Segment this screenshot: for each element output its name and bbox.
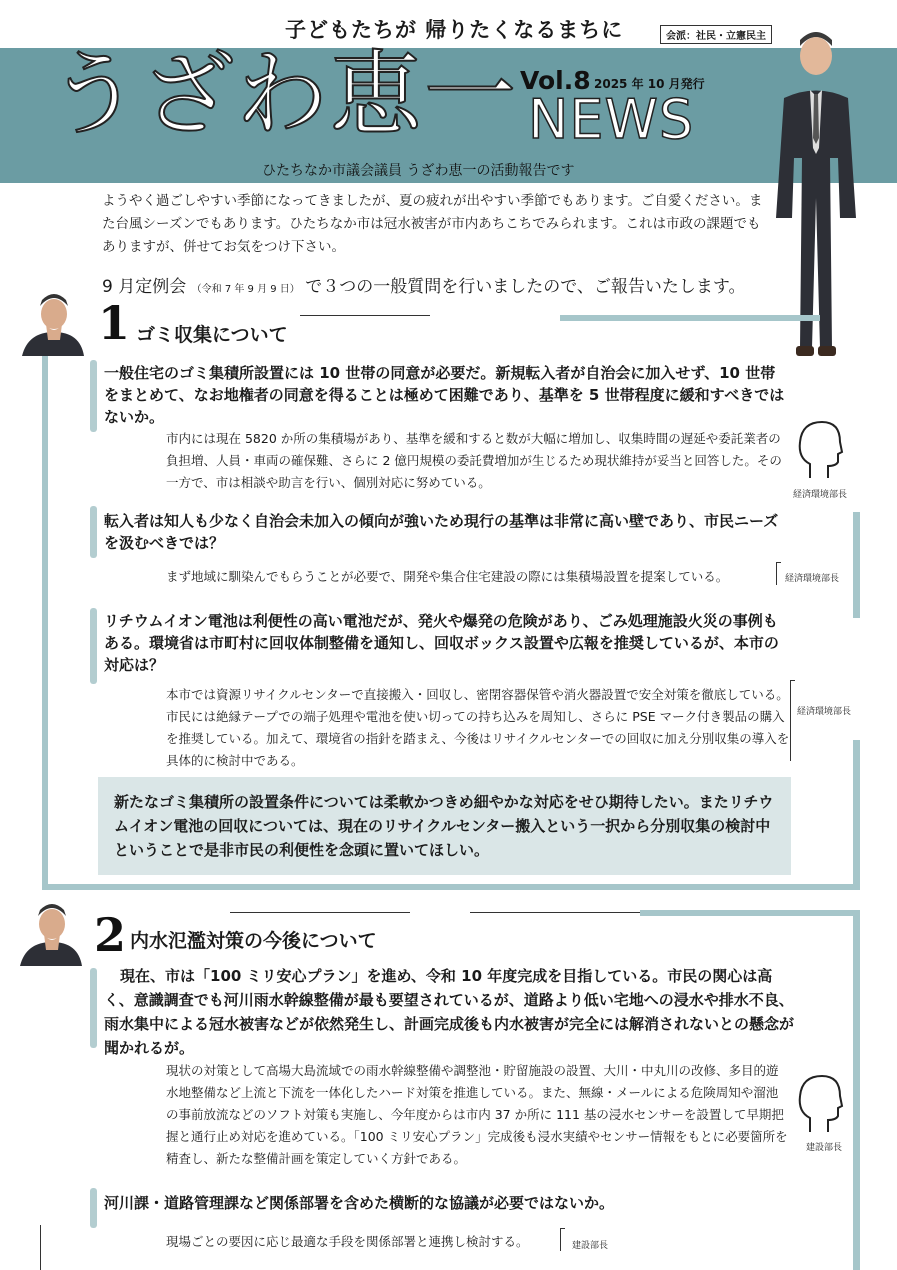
masthead-subtitle: ひたちなか市議会議員 うざわ恵一の活動報告です bbox=[262, 163, 575, 179]
section1-frame-bottom bbox=[42, 884, 860, 890]
intro-paragraph: ようやく過ごしやすい季節になってきましたが、夏の疲れが出やすい季節でもあります。ご自愛ください。また台風シーズンでもあります。ひたちなか市は冠水被害が市内あちこちでみられます。これは市政の課題でもありますが、併せてお気をつけ下さい。 bbox=[102, 193, 763, 255]
section2-answer-2: 現場ごとの要因に応じ最適な手段を関係部署と連携し検討する。 bbox=[166, 1234, 529, 1249]
lead-after: で３つの一般質問を行いましたので、ご報告いたします。 bbox=[305, 277, 746, 297]
councillor-photo bbox=[770, 28, 862, 378]
issue-date: 2025 年 10 月発行 bbox=[594, 77, 705, 91]
lead-sentence bbox=[102, 272, 746, 297]
answer-bracket bbox=[560, 1228, 565, 1251]
section2-number: 2 bbox=[94, 908, 127, 962]
answerer-role: 経済環境部長 bbox=[793, 490, 848, 500]
section2-title: 内水氾濫対策の今後について bbox=[130, 930, 377, 952]
section2-question-1: 現在、市は「100 ミリ安心プラン」を進め、令和 10 年度完成を目指している。市民の関心は高く、意識調査でも河川雨水幹線整備が最も要望されているが、道路より低い宅地への浸水や排水不良、雨水集中による冠水被害などが依然発生し、計画完成後も内水被害が完全には解消されないとの懸念が聞かれるが。 bbox=[104, 967, 795, 1057]
section2-rule-a bbox=[230, 912, 410, 913]
question-bar bbox=[90, 1188, 97, 1228]
section1-title: ゴミ収集について bbox=[136, 324, 288, 346]
section1-rule-b bbox=[560, 315, 820, 321]
party-label: 会派：社民・立憲民主 bbox=[660, 25, 772, 44]
answerer-role: 経済環境部長 bbox=[797, 707, 852, 717]
volume-number: Vol.8 bbox=[520, 66, 591, 95]
question-bar bbox=[90, 608, 97, 684]
answerer-role: 建設部長 bbox=[572, 1241, 609, 1251]
section2-frame-left bbox=[40, 1225, 41, 1270]
masthead-title: うざわ恵一 bbox=[48, 41, 519, 148]
section2-answer-1: 現状の対策として高場大島流域での雨水幹線整備や調整池・貯留施設の設置、大川・中丸川の改修、多目的遊水地整備など上流と下流を一体化したハード対策を推進している。また、無線・メールによる危険周知や溜池の事前放流などのソフト対策も実施し、今年度からは市内 37 か所に 111 基の浸水センサーを設置して早期把握と通行止め対応を進めている。「100 ミリ安心プラン」完成後も浸水実績やセンサー情報をもとに必要箇所を精査し、新たな整備計画を策定していく方針である。 bbox=[166, 1063, 788, 1166]
section1-frame-left bbox=[42, 300, 48, 890]
section2-frame-right bbox=[853, 910, 860, 1270]
section1-question-3: リチウムイオン電池は利便性の高い電池だが、発火や爆発の危険があり、ごみ処理施設火災の事例もある。環境省は市町村に回収体制整備を通知し、回収ボックス設置や広報を推奨しているが、本市の対応は？ bbox=[104, 612, 779, 674]
portrait-icon bbox=[16, 898, 86, 966]
section1-summary-text: 新たなゴミ集積所の設置条件については柔軟かつきめ細やかな対応をせひ期待したい。またリチウムイオン電池の回収については、現在のリサイクルセンター搬入という一択から分別収集の検討中ということで是非市民の利便性を念頭に置いてほしい。 bbox=[114, 793, 774, 859]
section1-frame-right-mid bbox=[853, 512, 860, 618]
portrait-icon bbox=[18, 288, 88, 356]
section1-frame-right bbox=[853, 740, 860, 890]
section2-question-2: 河川課・道路管理課など関係部署を含めた横断的な協議が必要ではないか。 bbox=[104, 1194, 615, 1212]
head-profile-icon bbox=[796, 418, 844, 480]
lead-before: 9 月定例会 bbox=[102, 277, 187, 297]
lead-date: （令和 7 年 9 月 9 日） bbox=[191, 284, 300, 295]
question-bar bbox=[90, 968, 97, 1048]
tagline: 子どもたちが 帰りたくなるまちに bbox=[285, 18, 624, 42]
question-bar bbox=[90, 360, 97, 432]
answerer-role: 建設部長 bbox=[806, 1143, 843, 1153]
section1-answer-3: 本市では資源リサイクルセンターで直接搬入・回収し、密閉容器保管や消火器設置で安全対策を徹底している。市民には絶縁テープでの端子処理や電池を使い切っての持ち込みを周知し、さらに PSE マーク付き製品の購入を推奨している。加えて、環境省の指針を踏まえ、今後はリサイクルセンターでの回収に加え分別収集の導入を具体的に検討中である。 bbox=[166, 687, 790, 768]
section1-question-1: 一般住宅のゴミ集積所設置には 10 世帯の同意が必要だ。新規転入者が自治会に加入せず、10 世帯をまとめて、なお地権者の同意を得ることは極めて困難であり、基準を 5 世帯程度に緩和すべきではないか。 bbox=[104, 364, 785, 426]
section1-answer-2: まず地域に馴染んでもらうことが必要で、開発や集合住宅建設の際には集積場設置を提案している。 bbox=[166, 569, 729, 584]
news-wordmark: NEWS bbox=[528, 88, 695, 151]
question-bar bbox=[90, 506, 97, 558]
head-profile-icon bbox=[796, 1072, 844, 1134]
section2-rule-c bbox=[640, 910, 860, 916]
answer-bracket bbox=[776, 562, 781, 585]
answerer-role: 経済環境部長 bbox=[785, 574, 840, 584]
section1-answer-1: 市内には現在 5820 か所の集積場があり、基準を緩和すると数が大幅に増加し、収集時間の遅延や委託業者の負担増、人員・車両の確保難、さらに 2 億円規模の委託費増加が生じるため現状維持が妥当と回答した。その一方で、市は相談や助言を行い、個別対応に努めている。 bbox=[166, 431, 782, 490]
section1-rule-a bbox=[300, 315, 430, 316]
section1-question-2: 転入者は知人も少なく自治会未加入の傾向が強いため現行の基準は非常に高い壁であり、市民ニーズを汲むべきでは？ bbox=[104, 512, 779, 552]
section1-number: 1 bbox=[98, 296, 131, 350]
answer-bracket bbox=[790, 680, 795, 761]
section2-rule-b bbox=[470, 912, 640, 913]
